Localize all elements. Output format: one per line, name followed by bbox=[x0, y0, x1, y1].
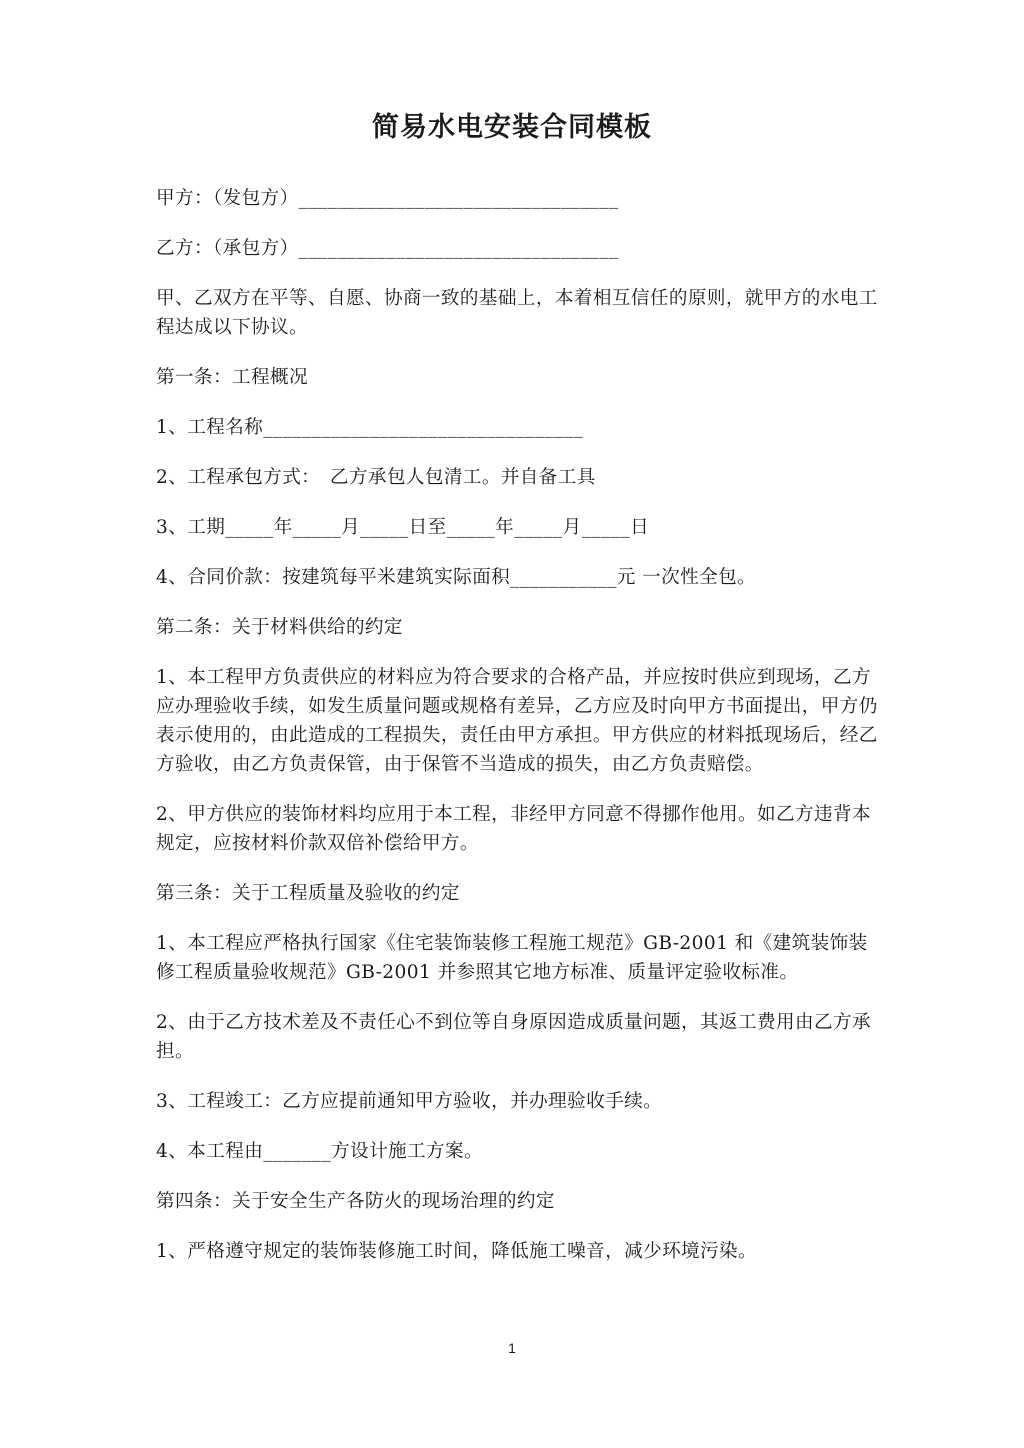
document-body bbox=[156, 184, 878, 1287]
article-1-item-1: 1、工程名称_________________________________ bbox=[156, 417, 584, 438]
article-4-heading: 第四条：关于安全生产各防火的现场治理的约定 bbox=[156, 1191, 555, 1212]
article-2-item-1: 1、本工程甲方负责供应的材料应为符合要求的合格产品，并应按时供应到现场，乙方应办理验收手续，如发生质量问题或规格有差异，乙方应及时向甲方书面提出，甲方仍表示使用的，由此造成的工程损失，责任由甲方承担。甲方供应的材料抵现场后，经乙方验收，由乙方负责保管，由于保管不当造成的损失，由乙方负责赔偿。 bbox=[156, 667, 878, 775]
article-1-item-2: 2、工程承包方式： 乙方承包人包清工。并自备工具 bbox=[156, 467, 596, 488]
page-number: 1 bbox=[508, 1340, 516, 1356]
article-1-heading: 第一条：工程概况 bbox=[156, 367, 308, 388]
article-3-heading: 第三条：关于工程质量及验收的约定 bbox=[156, 883, 460, 904]
article-3-item-4: 4、本工程由_______方设计施工方案。 bbox=[156, 1141, 484, 1162]
party-a-line: 甲方：（发包方）_________________________________ bbox=[156, 188, 619, 209]
article-4-item-1: 1、严格遵守规定的装饰装修施工时间，降低施工噪音，减少环境污染。 bbox=[156, 1241, 758, 1262]
article-3-item-3: 3、工程竣工：乙方应提前通知甲方验收，并办理验收手续。 bbox=[156, 1091, 663, 1112]
party-b-line: 乙方：（承包方）_________________________________ bbox=[156, 238, 619, 259]
article-3-item-2: 2、由于乙方技术差及不责任心不到位等自身原因造成质量问题，其返工费用由乙方承担。 bbox=[156, 1012, 872, 1062]
article-2-heading: 第二条：关于材料供给的约定 bbox=[156, 617, 403, 638]
preamble-paragraph: 甲、乙双方在平等、自愿、协商一致的基础上，本着相互信任的原则，就甲方的水电工程达成以下协议。 bbox=[156, 288, 878, 338]
document-title: 简易水电安装合同模板 bbox=[372, 112, 652, 143]
article-1-item-3: 3、工期_____年_____月_____日至_____年_____月_____日 bbox=[156, 517, 650, 538]
article-3-item-1: 1、本工程应严格执行国家《住宅装饰装修工程施工规范》GB-2001 和《建筑装饰装修工程质量验收规范》GB-2001 并参照其它地方标准、质量评定验收标准。 bbox=[156, 933, 868, 983]
article-2-item-2: 2、甲方供应的装饰材料均应用于本工程，非经甲方同意不得挪作他用。如乙方违背本规定，应按材料价款双倍补偿给甲方。 bbox=[156, 804, 872, 854]
article-1-item-4: 4、合同价款：按建筑每平米建筑实际面积___________元 一次性全包。 bbox=[156, 567, 757, 588]
